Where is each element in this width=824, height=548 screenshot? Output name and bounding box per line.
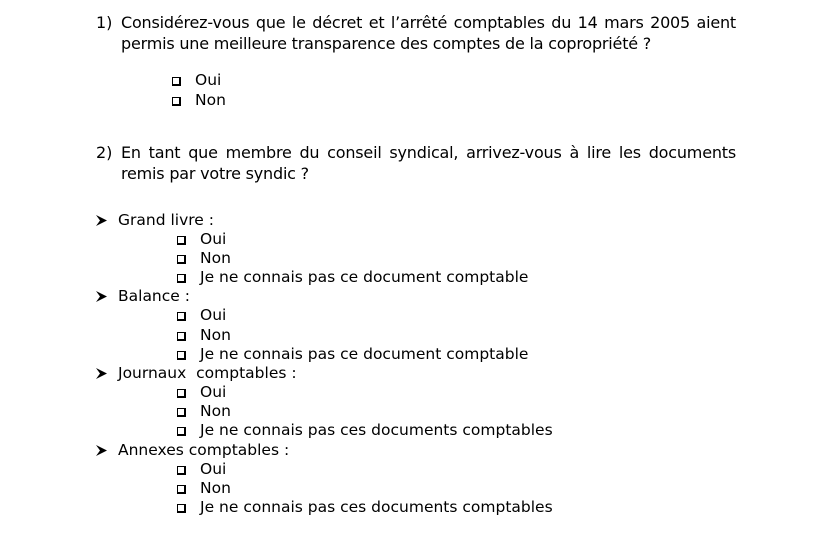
option-label: Je ne connais pas ces documents comptables [200, 421, 553, 439]
checkbox-icon[interactable] [177, 351, 186, 360]
balance-option-oui[interactable] [177, 306, 226, 325]
q1-option-non[interactable] [172, 91, 226, 110]
checkbox-icon[interactable] [177, 236, 186, 245]
sub-item-label: Annexes comptables : [118, 441, 290, 459]
checkbox-icon[interactable] [177, 408, 186, 417]
sub-item-balance [96, 287, 190, 306]
question-text: Considérez-vous que le décret et l’arrêté comptables du 14 mars 2005 aient permis une meilleure transparence des comptes de la copropriété ? [121, 13, 736, 53]
option-label: Non [200, 402, 231, 420]
option-label: Non [195, 91, 226, 109]
option-label: Oui [200, 460, 227, 478]
option-label: Non [200, 249, 231, 267]
sub-item-journaux-comptables [96, 364, 297, 383]
balance-option-unknown[interactable] [177, 345, 528, 364]
annexes-option-non[interactable] [177, 479, 231, 498]
option-label: Oui [195, 71, 222, 89]
checkbox-icon[interactable] [177, 255, 186, 264]
annexes-option-oui[interactable] [177, 460, 226, 479]
grand-livre-option-non[interactable] [177, 249, 231, 268]
balance-option-non[interactable] [177, 326, 231, 345]
checkbox-icon[interactable] [177, 312, 186, 321]
option-label: Non [200, 479, 231, 497]
annexes-option-unknown[interactable] [177, 498, 553, 517]
journaux-option-unknown[interactable] [177, 421, 553, 440]
arrowhead-bullet-icon [96, 368, 118, 379]
question-1 [96, 12, 736, 54]
checkbox-icon[interactable] [172, 97, 181, 106]
checkbox-icon[interactable] [177, 466, 186, 475]
grand-livre-option-unknown[interactable] [177, 268, 528, 287]
checkbox-icon[interactable] [177, 332, 186, 341]
checkbox-icon[interactable] [177, 427, 186, 436]
option-label: Oui [200, 306, 227, 324]
question-number: 1) [96, 13, 113, 32]
journaux-option-non[interactable] [177, 402, 231, 421]
question-2 [96, 142, 736, 184]
option-label: Non [200, 326, 231, 344]
checkbox-icon[interactable] [177, 504, 186, 513]
question-text: En tant que membre du conseil syndical, arrivez-vous à lire les documents remis par votre syndic ? [121, 143, 736, 183]
arrowhead-bullet-icon [96, 445, 118, 456]
option-label: Je ne connais pas ces documents comptables [200, 498, 553, 516]
option-label: Je ne connais pas ce document comptable [200, 268, 529, 286]
question-number: 2) [96, 143, 113, 162]
checkbox-icon[interactable] [172, 77, 181, 86]
sub-item-grand-livre [96, 211, 214, 230]
checkbox-icon[interactable] [177, 485, 186, 494]
checkbox-icon[interactable] [177, 389, 186, 398]
sub-item-label: Balance : [118, 287, 190, 305]
journaux-option-oui[interactable] [177, 383, 226, 402]
option-label: Oui [200, 383, 227, 401]
arrowhead-bullet-icon [96, 215, 118, 226]
q1-option-oui[interactable] [172, 71, 221, 90]
sub-item-label: Journaux comptables : [118, 364, 297, 382]
checkbox-icon[interactable] [177, 274, 186, 283]
option-label: Je ne connais pas ce document comptable [200, 345, 529, 363]
sub-item-annexes-comptables [96, 441, 289, 460]
sub-item-label: Grand livre : [118, 211, 214, 229]
grand-livre-option-oui[interactable] [177, 230, 226, 249]
arrowhead-bullet-icon [96, 291, 118, 302]
option-label: Oui [200, 230, 227, 248]
